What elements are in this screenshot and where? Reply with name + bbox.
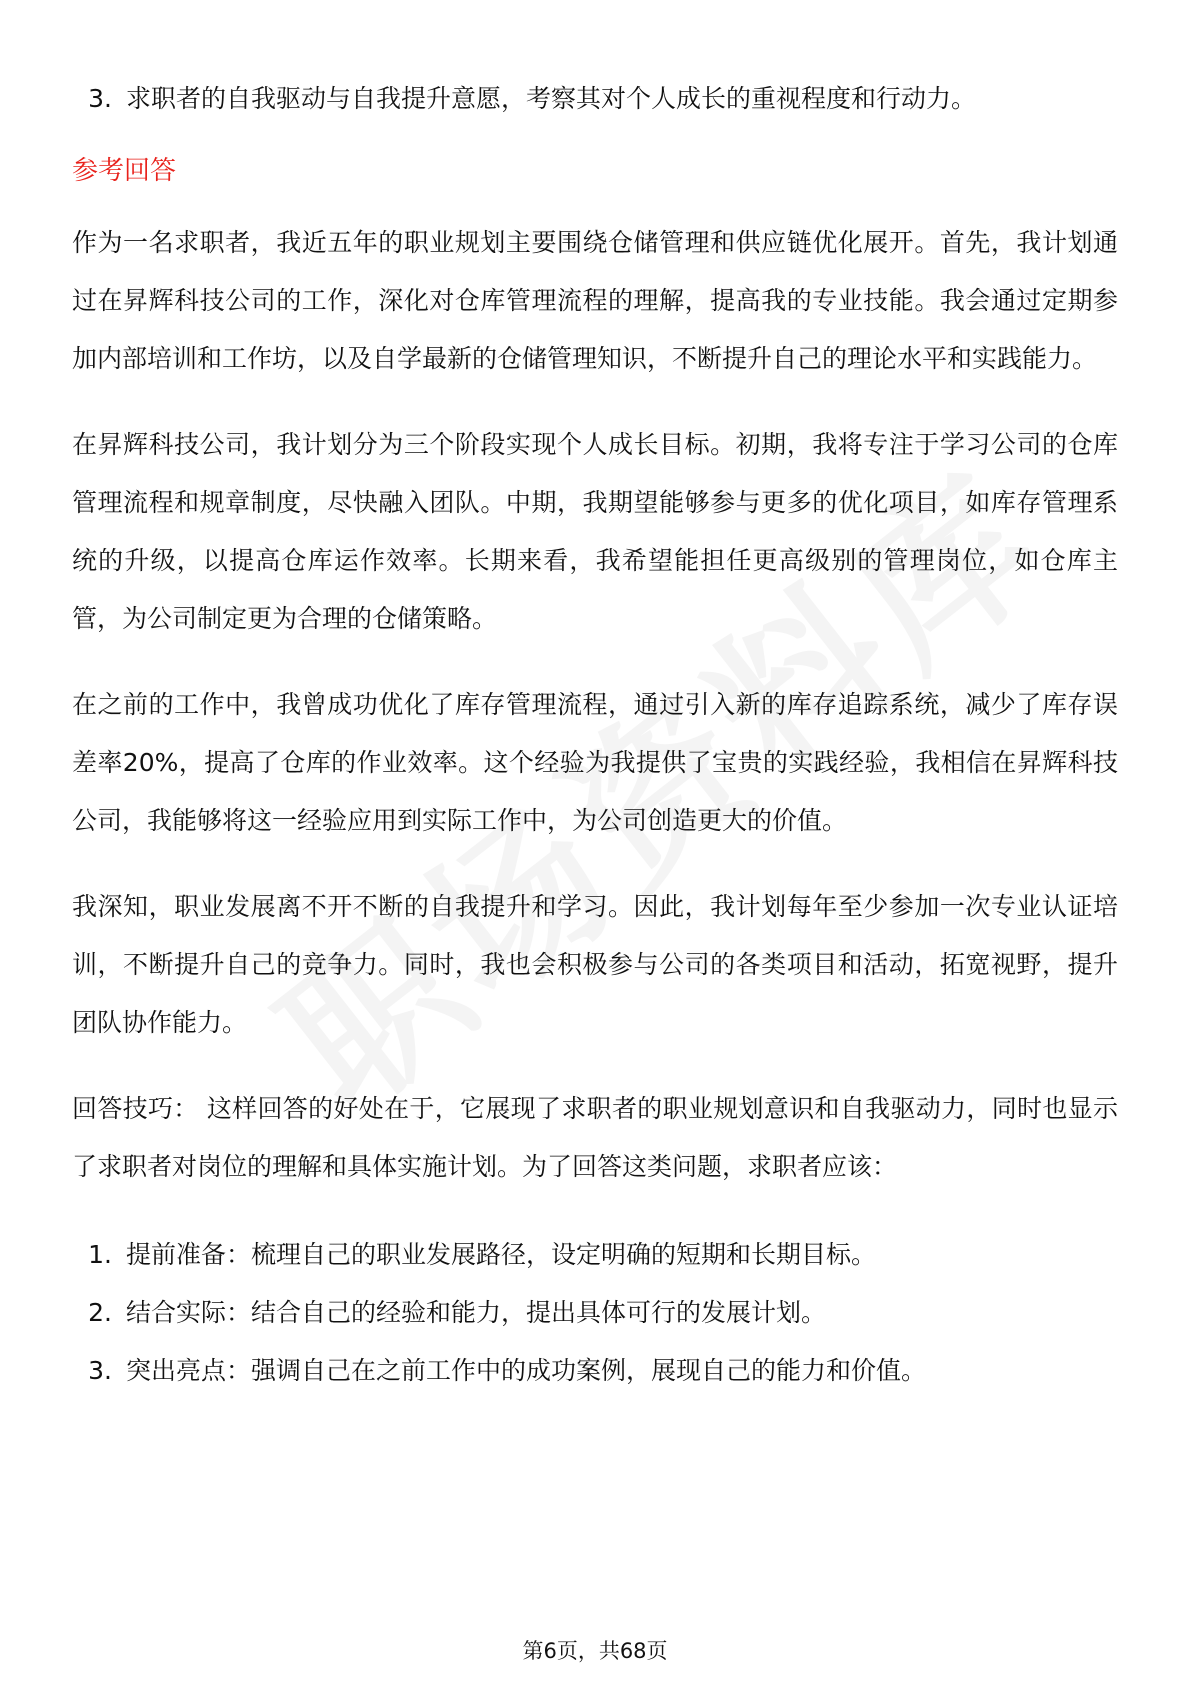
paragraph-1: 作为一名求职者，我近五年的职业规划主要围绕仓储管理和供应链优化展开。首先，我计划通过在昇辉科技公司的工作，深化对仓库管理流程的理解，提高我的专业技能。我会通过定期参加内部培训和工作坊，以及自学最新的仓储管理知识，不断提升自己的理论水平和实践能力。 [72, 228, 1118, 373]
page-content [72, 70, 1118, 1400]
list-item [72, 1226, 1118, 1284]
paragraph-2: 在昇辉科技公司，我计划分为三个阶段实现个人成长目标。初期，我将专注于学习公司的仓库管理流程和规章制度，尽快融入团队。中期，我期望能够参与更多的优化项目，如库存管理系统的升级，以提高仓库运作效率。长期来看，我希望能担任更高级别的管理岗位，如仓库主管，为公司制定更为合理的仓储策略。 [72, 430, 1118, 633]
list-item-text: 突出亮点：强调自己在之前工作中的成功案例，展现自己的能力和价值。 [126, 1356, 927, 1385]
list-item-number: 1. [88, 1240, 112, 1269]
list-item-number: 3. [88, 84, 112, 113]
answer-tips-paragraph: 回答技巧： 这样回答的好处在于，它展现了求职者的职业规划意识和自我驱动力，同时也显示了求职者对岗位的理解和具体实施计划。为了回答这类问题，求职者应该： [72, 1094, 1118, 1181]
section-title: 参考回答 [72, 156, 177, 186]
list-item [72, 1342, 1118, 1400]
list-item-text: 结合实际：结合自己的经验和能力，提出具体可行的发展计划。 [126, 1298, 827, 1327]
tips-numbered-list [72, 1226, 1118, 1400]
list-item-number: 3. [88, 1356, 112, 1385]
paragraph-4: 我深知，职业发展离不开不断的自我提升和学习。因此，我计划每年至少参加一次专业认证培训，不断提升自己的竞争力。同时，我也会积极参与公司的各类项目和活动，拓宽视野，提升团队协作能力。 [72, 892, 1118, 1037]
list-item [72, 70, 1118, 128]
top-numbered-list [72, 70, 1118, 128]
list-item-number: 2. [88, 1298, 112, 1327]
paragraph-3: 在之前的工作中，我曾成功优化了库存管理流程，通过引入新的库存追踪系统，减少了库存误差率20%，提高了仓库的作业效率。这个经验为我提供了宝贵的实践经验，我相信在昇辉科技公司，我能够将这一经验应用到实际工作中，为公司创造更大的价值。 [72, 690, 1118, 835]
list-item-text: 求职者的自我驱动与自我提升意愿，考察其对个人成长的重视程度和行动力。 [126, 84, 977, 113]
page-number-footer: 第6页，共68页 [522, 1639, 668, 1663]
list-item-text: 提前准备：梳理自己的职业发展路径，设定明确的短期和长期目标。 [126, 1240, 877, 1269]
list-item [72, 1284, 1118, 1342]
